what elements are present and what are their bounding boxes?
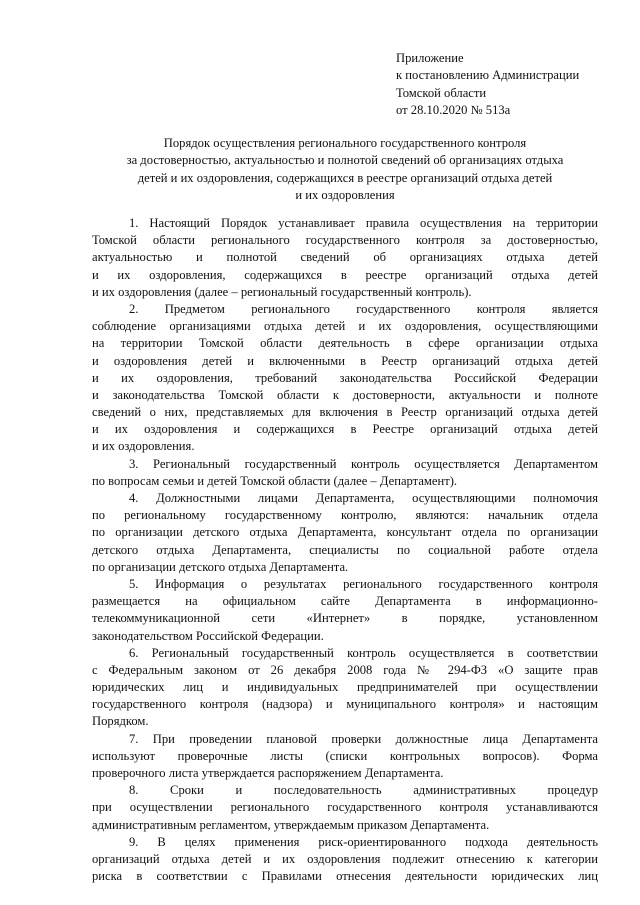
paragraph-line: детского отдыха Департамента, специалисты по социальной работе отдела [92, 542, 598, 557]
paragraph-line: по вопросам семьи и детей Томской области (далее – Департамент). [92, 473, 458, 488]
paragraph-line: Томской области регионального государственного контроля за достоверностью, [92, 233, 598, 248]
paragraph-line: 1. Настоящий Порядок устанавливает правила осуществления на территории [129, 216, 598, 230]
paragraph-line: государственного контроля (надзора) и муниципального контроля» и настоящим [92, 697, 598, 712]
annex-line: от 28.10.2020 № 513а [396, 103, 511, 118]
paragraph-line: используют проверочные листы (списки контрольных вопросов). Форма [92, 748, 598, 763]
paragraph-line: и оздоровления детей и включенными в Реестр организаций отдыха детей [92, 353, 598, 368]
annex-line: к постановлению Администрации [396, 68, 580, 83]
paragraph-line: проверочного листа утверждается распоряжением Департамента. [92, 766, 444, 780]
paragraph-line: 7. При проведении плановой проверки должностные лица Департамента [129, 731, 598, 746]
paragraph-line: 8. Сроки и последовательность административных процедур [129, 783, 598, 798]
paragraph-3 [92, 456, 598, 490]
paragraph-line: при осуществлении регионального государственного контроля устанавливаются [92, 800, 598, 815]
paragraph-1 [92, 215, 598, 301]
paragraph-line: риска в соответствии с Правилами отнесения деятельности юридических лиц [92, 869, 598, 884]
paragraph-line: Порядком. [92, 714, 149, 729]
paragraph-4 [92, 490, 598, 576]
paragraph-line: по организации детского отдыха Департамента, консультант отдела по организации [92, 525, 598, 540]
paragraph-line: по организации детского отдыха Департамента. [92, 559, 349, 574]
annex-line: Приложение [396, 51, 464, 65]
title-line: и их оздоровления [295, 188, 395, 203]
paragraph-line: административным регламентом, утверждаемым приказом Департамента. [92, 817, 490, 832]
paragraph-line: размещается на официальном сайте Департамента в информационно- [92, 594, 598, 609]
paragraph-line: по региональному государственному контролю, являются: начальник отдела [92, 508, 598, 523]
paragraph-8 [92, 782, 598, 834]
paragraph-line: 5. Информация о результатах регионального государственного контроля [129, 576, 598, 591]
paragraph-line: организаций отдыха детей и их оздоровления подлежит отнесению к категории [92, 851, 598, 866]
title-line: за достоверностью, актуальностью и полнотой сведений об организациях отдыха [126, 153, 564, 168]
paragraph-line: 9. В целях применения риск-ориентированного подхода деятельность [129, 834, 598, 849]
paragraph-line: на территории Томской области деятельность в сфере организации отдыха [92, 336, 598, 351]
paragraph-line: актуальностью и полнотой сведений об организациях отдыха детей [92, 250, 598, 265]
title-line: детей и их оздоровления, содержащихся в реестре организаций отдыха детей [137, 170, 553, 185]
paragraph-line: 6. Региональный государственный контроль осуществляется в соответствии [129, 645, 598, 660]
annex-header [396, 50, 579, 120]
paragraph-line: 3. Региональный государственный контроль осуществляется Департаментом [129, 456, 598, 471]
annex-line: Томской области [396, 85, 487, 100]
paragraph-6 [92, 645, 598, 731]
paragraph-line: с Федеральным законом от 26 декабря 2008 года № 294-ФЗ «О защите прав [92, 662, 598, 677]
paragraph-9 [92, 834, 598, 886]
paragraph-line: 4. Должностными лицами Департамента, осуществляющими полномочия [129, 491, 598, 505]
document-body [92, 215, 598, 885]
paragraph-7 [92, 731, 598, 783]
paragraph-line: и их оздоровления, требований законодательства Российской Федерации [92, 370, 598, 385]
paragraph-2 [92, 301, 598, 456]
paragraph-line: и их оздоровления и содержащихся в Реестре организаций отдыха детей [92, 422, 598, 437]
paragraph-line: 2. Предметом регионального государственного контроля является [129, 301, 598, 316]
paragraph-line: соблюдение организациями отдыха детей и их оздоровления, осуществляющими [92, 319, 598, 334]
document-title [92, 135, 598, 205]
paragraph-5 [92, 576, 598, 645]
paragraph-line: и их оздоровления (далее – региональный государственный контроль). [92, 284, 472, 299]
paragraph-line: и законодательства Томской области к достоверности, актуальности и полноте [92, 387, 598, 402]
paragraph-line: и их оздоровления. [92, 439, 195, 454]
paragraph-line: и их оздоровления, содержащихся в реестре организаций отдыха детей [92, 267, 598, 282]
paragraph-line: законодательством Российской Федерации. [92, 628, 324, 643]
paragraph-line: юридических лиц и индивидуальных предпринимателей при осуществлении [92, 680, 598, 695]
paragraph-line: сведений о них, представляемых для включения в Реестр организаций отдыха детей [92, 405, 598, 420]
title-line: Порядок осуществления регионального государственного контроля [163, 136, 527, 150]
paragraph-line: телекоммуникационной сети «Интернет» в порядке, установленном [92, 611, 598, 626]
